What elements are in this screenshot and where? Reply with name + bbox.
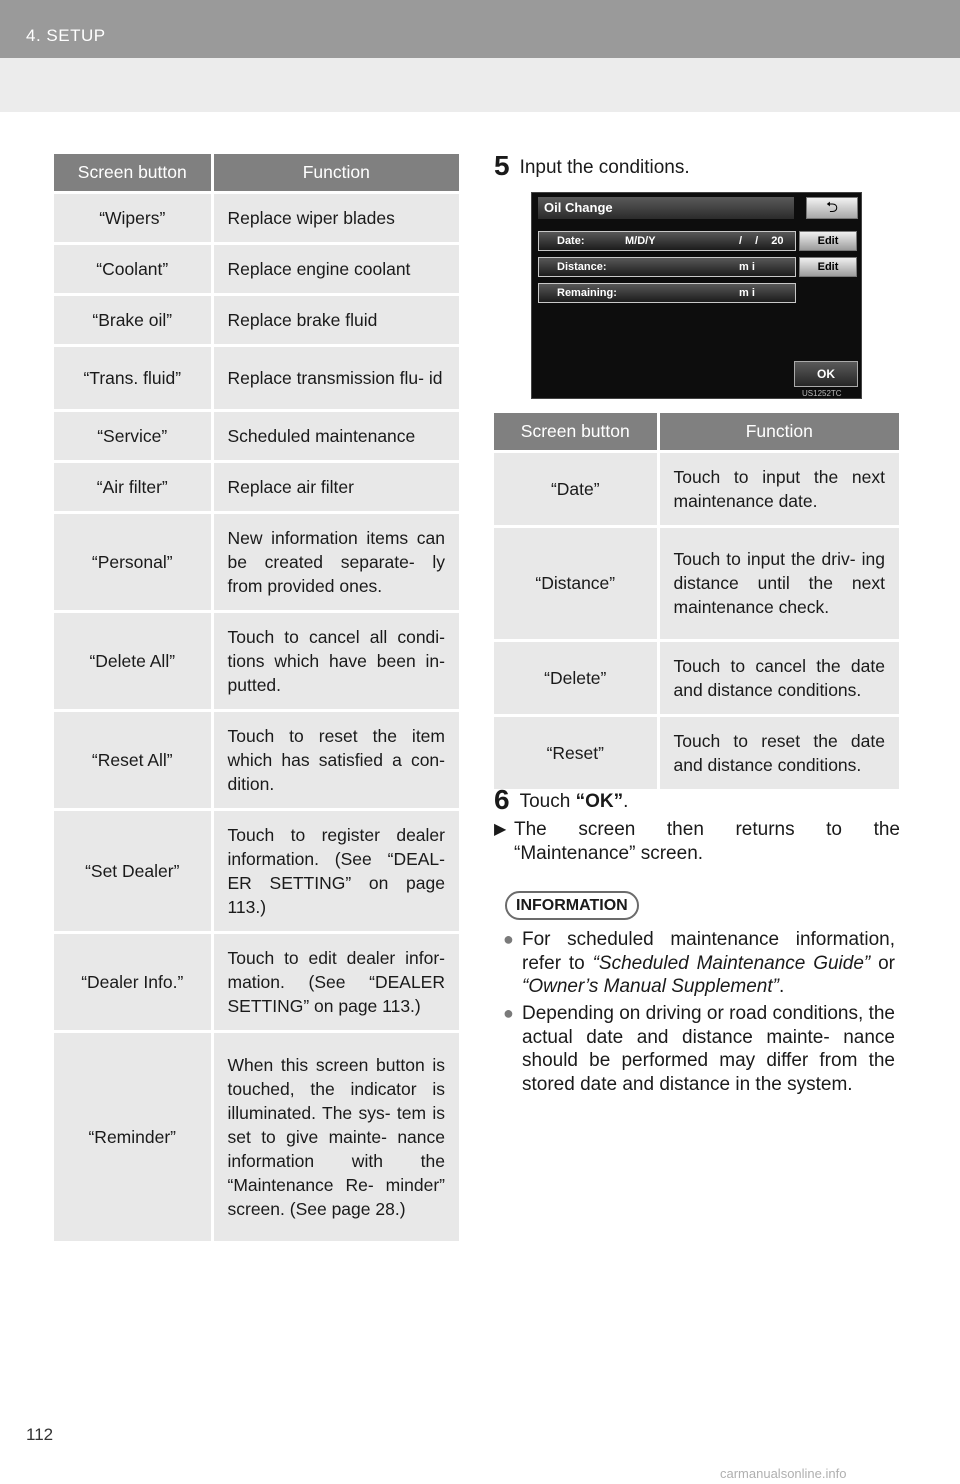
table-row	[54, 1031, 459, 1241]
word: then	[666, 819, 704, 840]
screen-button-name: “Personal”	[54, 512, 212, 611]
column-header-screen-button: Screen button	[54, 154, 212, 192]
distance-edit-button: Edit	[799, 257, 857, 277]
word: returns	[735, 819, 795, 840]
left-function-table	[54, 154, 459, 1241]
ok-button: OK	[794, 361, 858, 387]
distance-label: Distance:	[557, 261, 607, 273]
table-row	[54, 512, 459, 611]
table-row	[54, 294, 459, 345]
info-text-a: For scheduled maintenance information, refer to	[522, 929, 895, 974]
step-6	[494, 784, 628, 816]
function-description: Replace wiper blades	[212, 192, 459, 243]
function-description: New information items can be created separate- ly from provided ones.	[212, 512, 459, 611]
supplement-reference: “Owner’s Manual Supplement”	[522, 976, 779, 997]
oil-change-screenshot	[531, 192, 862, 399]
guide-reference: “Scheduled Maintenance Guide”	[592, 952, 871, 974]
section-title: 4. SETUP	[26, 26, 106, 45]
page-header	[0, 0, 960, 112]
screen-button-name: “Service”	[54, 410, 212, 461]
bullet-text	[494, 818, 900, 866]
function-description: When this screen button is touched, the indicator is illuminated. The sys- tem is set to give mainte- nance information with the “Maintenance Re- minder” screen. (See page 28.)	[212, 1031, 459, 1241]
screen-button-name: “Wipers”	[54, 192, 212, 243]
step-number: 6	[494, 784, 510, 815]
remaining-label: Remaining:	[557, 287, 617, 299]
table-row	[54, 243, 459, 294]
table-row	[54, 809, 459, 932]
screen-button-name: “Reset”	[494, 715, 658, 789]
function-description: Touch to input the next maintenance date.	[658, 451, 899, 526]
step-5	[494, 150, 690, 182]
table-row	[54, 710, 459, 809]
distance-unit: m i	[739, 261, 755, 273]
word: screen	[578, 819, 636, 840]
screen-button-name: “Brake oil”	[54, 294, 212, 345]
screen-button-name: “Set Dealer”	[54, 809, 212, 932]
info-text-e: .	[778, 976, 785, 997]
information-badge: INFORMATION	[505, 891, 639, 920]
distance-field	[538, 257, 796, 277]
date-edit-button: Edit	[799, 231, 857, 251]
page-number: 112	[26, 1425, 54, 1444]
date-field	[538, 231, 796, 251]
circle-bullet-icon: ●	[503, 929, 514, 949]
column-header-function: Function	[658, 413, 899, 451]
info-text-c: or	[870, 952, 895, 974]
date-format: M/D/Y	[625, 235, 656, 247]
screen-button-name: “Air filter”	[54, 461, 212, 512]
function-description: Touch to reset the date and distance conditions.	[658, 715, 899, 789]
function-description: Touch to cancel the date and distance conditions.	[658, 640, 899, 715]
information-item	[503, 928, 895, 999]
back-arrow-icon: ⮌	[806, 197, 858, 219]
screen-button-name: “Distance”	[494, 526, 658, 640]
word: The	[514, 819, 547, 840]
table-row	[494, 640, 899, 715]
step-text: Input the conditions.	[519, 157, 690, 178]
bullet-line-1	[514, 818, 900, 842]
information-item	[503, 1002, 895, 1096]
table-row	[54, 932, 459, 1031]
remaining-field	[538, 283, 796, 303]
table-row	[494, 526, 899, 640]
table-row	[54, 410, 459, 461]
table-row	[54, 611, 459, 710]
table-row	[54, 192, 459, 243]
screen-button-name: “Coolant”	[54, 243, 212, 294]
function-description: Scheduled maintenance	[212, 410, 459, 461]
word: to	[826, 819, 843, 840]
screen-button-name: “Date”	[494, 451, 658, 526]
watermark: carmanualsonline.info	[720, 1466, 847, 1481]
column-header-function: Function	[212, 154, 459, 192]
screen-button-name: “Trans. fluid”	[54, 345, 212, 410]
information-text: Depending on driving or road conditions, the actual date and distance mainte- nance should be performed may differ from the stored date and distance in the system.	[522, 1003, 895, 1095]
screen-button-name: “Delete”	[494, 640, 658, 715]
screen-button-name: “Reset All”	[54, 710, 212, 809]
word: the	[873, 819, 900, 840]
result-bullet	[494, 818, 900, 866]
function-description: Replace transmission flu- id	[212, 345, 459, 410]
function-description: Touch to input the driv- ing distance until the next maintenance check.	[658, 526, 899, 640]
table-row	[494, 451, 899, 526]
triangle-bullet-icon: ▶	[494, 821, 507, 838]
step-number: 5	[494, 150, 510, 181]
column-header-screen-button: Screen button	[494, 413, 658, 451]
function-description: Replace brake fluid	[212, 294, 459, 345]
information-text	[503, 928, 895, 999]
image-code: US1252TC	[802, 389, 842, 398]
function-description: Touch to edit dealer infor- mation. (See “DEALER SETTING” on page 113.)	[212, 932, 459, 1031]
function-description: Touch to cancel all condi- tions which have been in- putted.	[212, 611, 459, 710]
table-row	[54, 345, 459, 410]
screen-title: Oil Change	[538, 197, 794, 219]
header-bar	[0, 0, 960, 58]
right-function-table	[494, 413, 899, 789]
circle-bullet-icon: ●	[503, 1003, 514, 1023]
step-text: Touch	[519, 791, 576, 812]
function-description: Touch to register dealer information. (See “DEAL- ER SETTING” on page 113.)	[212, 809, 459, 932]
screen-button-name: “Delete All”	[54, 611, 212, 710]
step-suffix: .	[623, 791, 629, 812]
table-row	[494, 715, 899, 789]
remaining-unit: m i	[739, 287, 755, 299]
table-row	[54, 461, 459, 512]
bullet-line-2: “Maintenance” screen.	[514, 843, 704, 864]
function-description: Touch to reset the item which has satisfied a con- dition.	[212, 710, 459, 809]
screen-button-name: “Dealer Info.”	[54, 932, 212, 1031]
date-label: Date:	[557, 235, 585, 247]
ok-label: “OK”	[575, 791, 624, 812]
function-description: Replace air filter	[212, 461, 459, 512]
screen-button-name: “Reminder”	[54, 1031, 212, 1241]
date-value: / / 20	[739, 235, 784, 247]
function-description: Replace engine coolant	[212, 243, 459, 294]
